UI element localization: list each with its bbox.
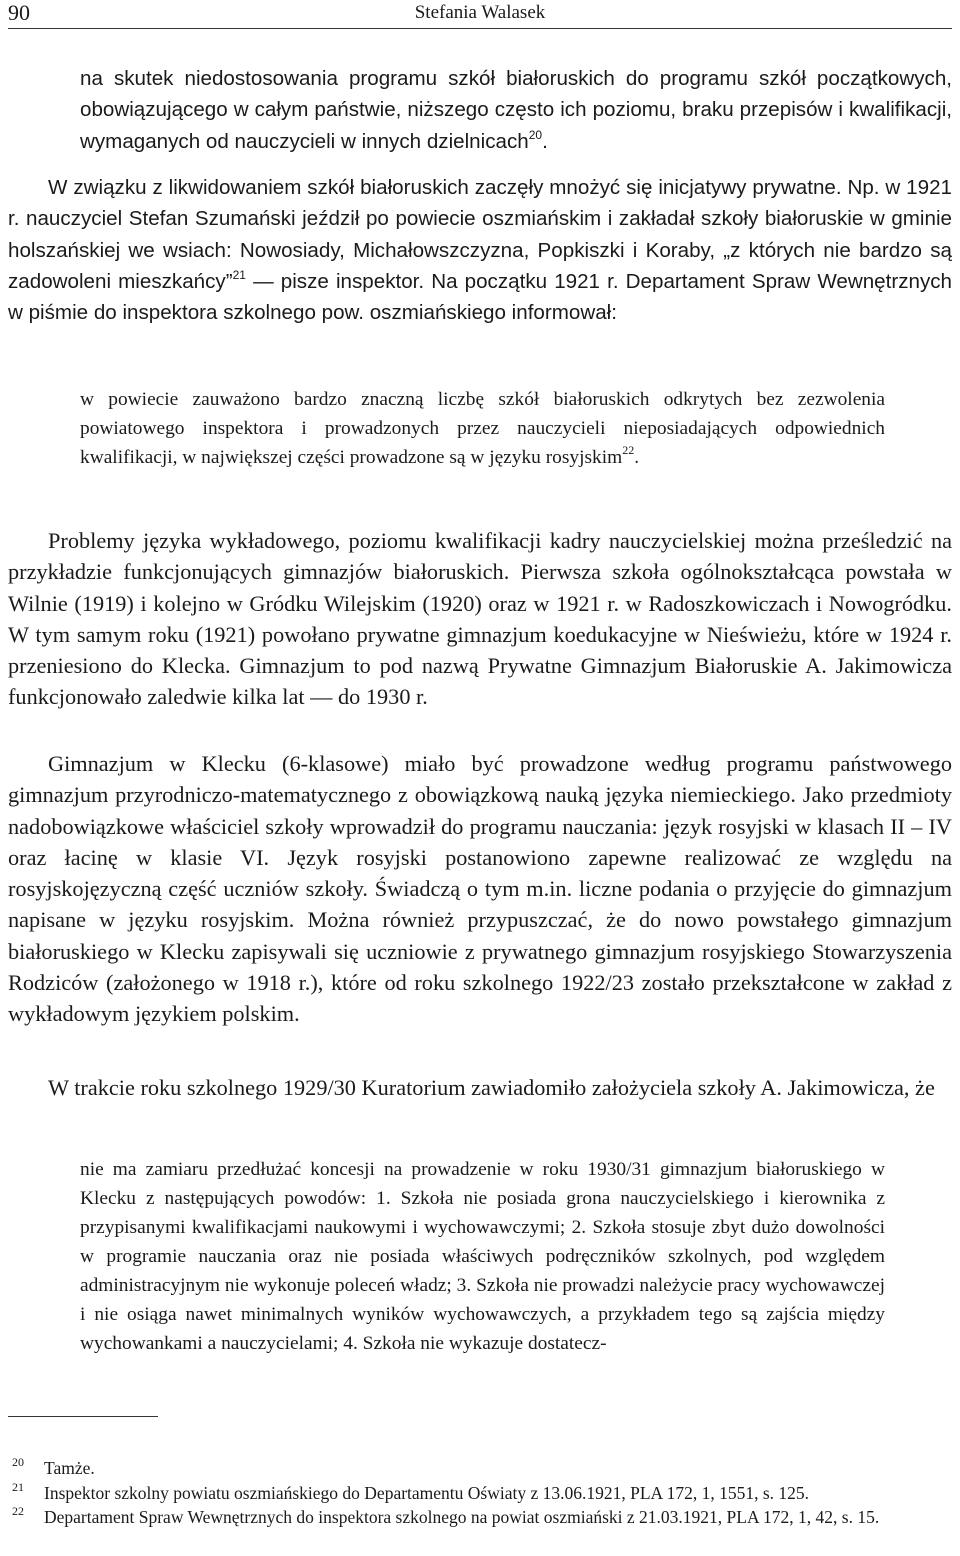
footnote-ref-21: 21 (232, 267, 246, 282)
footnote-number: 22 (12, 1504, 24, 1518)
footnote-number: 20 (12, 1455, 24, 1469)
page-header (8, 0, 952, 28)
running-head: Stefania Walasek (414, 2, 546, 23)
paragraph-continued: na skutek niedostosowania programu szkół białoruskich do programu szkół początkowych, obowiązującego w całym państwie, niższego często ich poziomu, braku przepisów i kwalifikacji, wymaganych od nauczycieli w innych dzielnicach$^{20}$. (80, 67, 952, 153)
paragraph-klecko: Gimnazjum w Klecku (6-klasowe) miało być prowadzone według programu państwowego gimnazjum przyrodniczo-matematycznego z obowiązkową nauką języka niemieckiego. Jako przedmioty nadobowiązkowe właściciel szkoły wprowadził do programu nauczania: język rosyjski w klasach II – IV oraz łacinę w klasie VI. Język rosyjski postanowiono zapewne realizować ze względu na rosyjskojęzyczną część uczniów szkoły. Świadczą o tym m.in. liczne podania o przyjęcie do gimnazjum napisane w języku rosyjskim. Można również przypuszczać, że do nowo powstałego gimnazjum białoruskiego w Klecku zapisywali się uczniowie z prywatnego gimnazjum rosyjskiego Stowarzyszenia Rodziców (założonego w 1918 r.), które od roku szkolnego 1922/23 zostało przekształcone w zakład z wykładowym językiem polskim. (8, 751, 952, 1027)
footnote-rule (8, 1416, 158, 1417)
paragraph-curatorium: W trakcie roku szkolnego 1929/30 Kuratorium zawiadomiło założyciela szkoły A. Jakimowicza, że (48, 1075, 935, 1100)
paragraph-private-initiatives: W związku z likwidowaniem szkół białoruskich zaczęły mnożyć się inicjatywy prywatne. Np. w 1921 r. nauczyciel Stefan Szumański jeździł po powiecie oszmiańskim i zakładał szkoły białoruskie w gminie holszańskiej we wsiach: Nowosiady, Michałowszczyzna, Popkiszki i Koraby, „z których nie bardzo są zadowoleni mieszkańcy”$^{21}$ — pisze inspektor. Na początku 1921 r. Departament Spraw Wewnętrznych w piśmie do inspektora szkolnego pow. oszmiańskiego informował: (8, 176, 952, 325)
footnote-text: Inspektor szkolny powiatu oszmiańskiego do Departamentu Oświaty z 13.06.1921, PLA 172, 1, 1551, s. 125. (44, 1483, 810, 1503)
header-rule (8, 28, 952, 29)
block-quote-1: w powiecie zauważono bardzo znaczną liczbę szkół białoruskich odkrytych bez zezwolenia powiatowego inspektora i prowadzonych przez nauczycieli nieposiadających odpowiednich kwalifikacji, w największej części prowadzone są w języku rosyjskim$^{22}$. (80, 389, 885, 468)
footnote-text: Departament Spraw Wewnętrznych do inspektora szkolnego na powiat oszmiański z 21.03.1921, PLA 172, 1, 42, s. 15. (44, 1507, 880, 1527)
footnote-ref-22: 22 (622, 443, 635, 457)
footnote-number: 21 (12, 1480, 24, 1494)
footnote-ref-20: 20 (528, 127, 543, 142)
page-number: 90 (8, 0, 30, 25)
paragraph-gymnasiums: Problemy języka wykładowego, poziomu kwalifikacji kadry nauczycielskiej można prześledzić na przykładzie funkcjonujących gimnazjów białoruskich. Pierwsza szkoła ogólnokształcąca powstała w Wilnie (1919) i kolejno w Gródku Wilejskim (1920) oraz w 1921 r. w Radoszkowiczach i Nowogródku. W tym samym roku (1921) powołano prywatne gimnazjum koedukacyjne w Nieświeżu, które w 1924 r. przeniesiono do Klecka. Gimnazjum to pod nazwą Prywatne Gimnazjum Białoruskie A. Jakimowicza funkcjonowało zaledwie kilka lat — do 1930 r. (8, 528, 952, 710)
footnote-text: Tamże. (44, 1458, 95, 1478)
block-quote-2: nie ma zamiaru przedłużać koncesji na prowadzenie w roku 1930/31 gimnazjum białoruskiego w Klecku z następujących powodów: 1. Szkoła nie posiada grona nauczycielskiego i kierownika z przypisanymi kwalifikacjami naukowymi i wychowawczymi; 2. Szkoła stosuje zbyt dużo dowolności w programie nauczania oraz nie posiada właściwych podręczników szkolnych, pod względem administracyjnym nie wykonuje poleceń władz; 3. Szkoła nie prowadzi należycie pracy wychowawczej i nie osiąga nawet minimalnych wyników wychowawczych, a przykładem tego są zajścia między wychowankami a nauczycielami; 4. Szkoła nie wykazuje dostatecz- (80, 1159, 885, 1354)
